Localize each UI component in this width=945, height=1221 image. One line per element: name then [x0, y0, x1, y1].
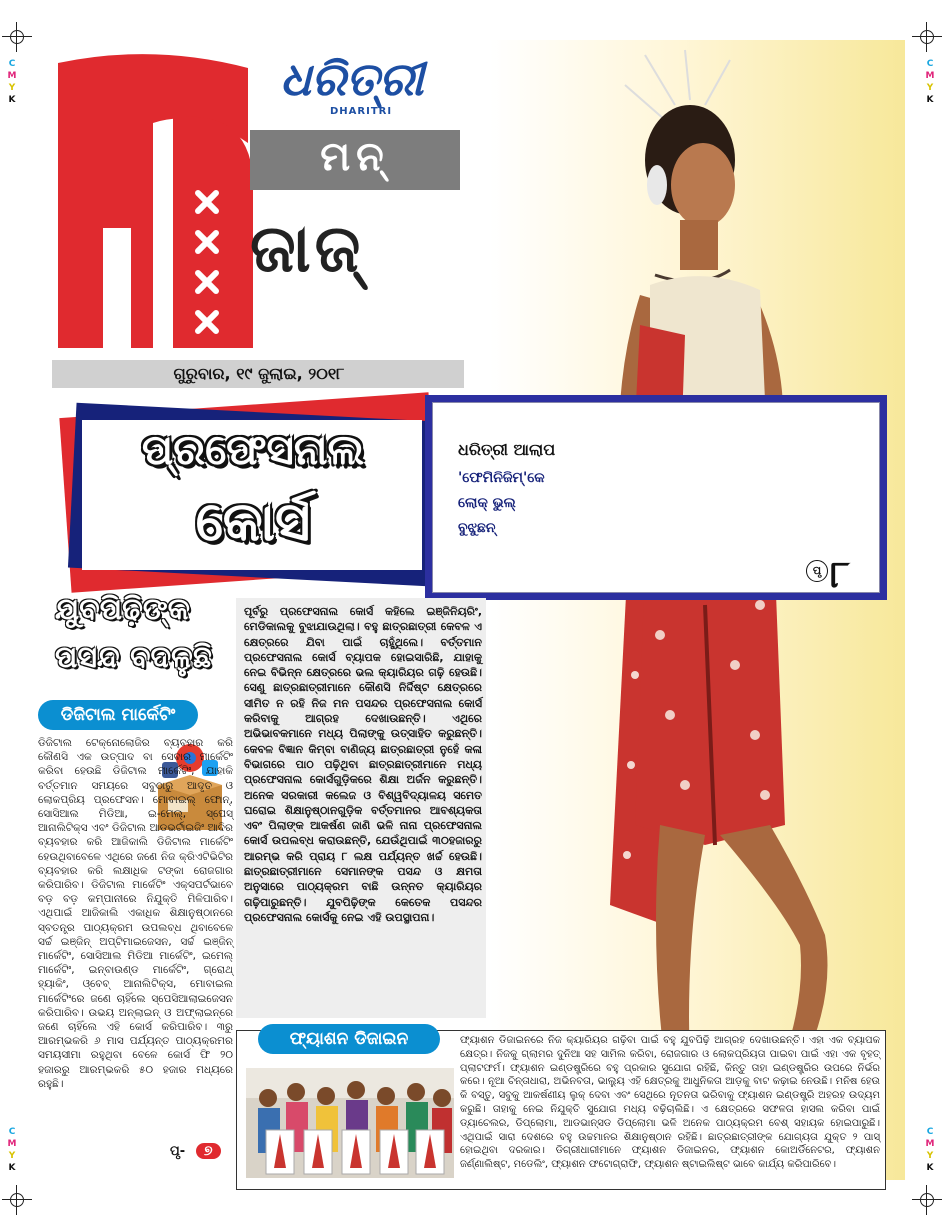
cmyk-mark-top-right: C M Y K	[925, 59, 935, 105]
fashion-design-pill-wrap	[258, 1024, 440, 1054]
interview-box-line-3: ବୁଝୁଛନ୍	[458, 520, 496, 536]
cmyk-mark-top-left: C M Y K	[7, 59, 17, 105]
dharitri-logo: ଧରିତ୍ରୀ	[280, 52, 424, 106]
interview-page-ref-prefix: ପୃ	[806, 560, 828, 582]
digital-marketing-body: ଡିଜିଟାଲ ଟେକ୍ନୋଲୋଜିର ବ୍ୟବହାର କରି କୌଣସି ଏକ ଉତ୍ପାଦ ବା ସେବାର ମାର୍କେଟିଂ କରିବା ହେଉଛି ଡିଜିଟାଲ ମାର୍କେଟିଂ, ଯାହାକି ବର୍ତ୍ତମାନ ସମୟରେ ସବୁଠାରୁ ଆଦୃତ ଓ ଲୋକପ୍ରିୟ ପ୍ରଫେସନ। ମୋବାଇଲ୍ ଫୋନ୍, ସୋସିଆଲ ମିଡିଆ, ଇ-ମେଲ୍, ସ୍ପେସ୍ ଆନାଲିଟିକ୍ସ ଏବଂ ଡିଜିଟାଲ ଆଡଭର୍ଟାଇଜିଂ ଆଦିର ବ୍ୟବହାର କରି ଆଜିକାଲି ଡିଜିଟାଲ ମାର୍କେଟିଂ ହେଉଥିବାବେଳେ ଏଥିରେ ଜଣେ ନିଜ କ୍ରିଏଟିଭିଟିର ବ୍ୟବହାର କରି ଲକ୍ଷାଧିକ ଟଙ୍କା ରୋଜଗାର କରିପାରିବ। ଡିଜିଟାଲ ମାର୍କେଟିଂ ଏକ୍ସପର୍ଟଭାବେ ବଡ଼ ବଡ଼ କମ୍ପାନୀରେ ନିଯୁକ୍ତି ମିଳିପାରିବ। ଏଥିପାଇଁ ଆଜିକାଲି ଏକାଧିକ ଶିକ୍ଷାନୁଷ୍ଠାନରେ ସ୍ବତନ୍ତ୍ର ପାଠ୍ୟକ୍ରମ ଉପଲବ୍ଧ ଥିବାବେଳେ ସର୍ଚ୍ଚ ଇଞ୍ଜିନ୍ ଅପ୍ଟିମାଇଜେସନ, ସର୍ଚ୍ଚ ଇଞ୍ଜିନ୍ ମାର୍କେଟିଂ, ସୋସିଆଲ ମିଡିଆ ମାର୍କେଟିଂ, ଇମେଲ୍ ମାର୍କେଟିଂ, ଇନ୍‌ବାଉଣ୍ଡ ମାର୍କେଟିଂ, ଗ୍ରୋଥ୍ ହ୍ୟାକିଂ, ଓ୍ବେବ୍ ଆନାଲିଟିକ୍ସ, ମୋବାଇଲ ମାର୍କେଟିଂରେ ଜଣେ ଚାହିଁଲେ ସ୍ପେସିଆଲାଇଜେସନ କରିପାରିବ। ଉଭୟ ଅନ୍‌ଲାଇନ୍ ଓ ଅଫ୍‌ଲାଇନ୍‌ରେ ଜଣେ ଚାହିଁଲେ ଏହି କୋର୍ସ କରିପାରିବ। ୩ରୁ ଆରମ୍ଭକରି ୬ ମାସ ପର୍ଯ୍ୟନ୍ତ ପାଠ୍ୟକ୍ରମର ସମୟସୀମା ରହୁଥିବା ବେଳେ କୋର୍ସ ଫି ୨୦ ହଜାରରୁ ଆରମ୍ଭକରି ୫୦ ହଜାର ମଧ୍ୟରେ ରହୁଛି।	[38, 737, 233, 1090]
subhead-line-2: ପସନ୍ଦ ବଦଳୁଛି	[55, 640, 212, 675]
fashion-design-label: ଫ୍ୟାଶନ ଡିଜାଇନ	[258, 1024, 440, 1054]
interview-page-ref-number: ୮	[830, 552, 850, 596]
main-story-body: ପୂର୍ବରୁ ପ୍ରଫେସନାଲ କୋର୍ସ କହିଲେ ଇଞ୍ଜିନିୟରିଂ, ମେଡିକାଲକୁ ବୁଝାଯାଉଥିଲା। ବହୁ ଛାତ୍ରଛାତ୍ରୀ କେବଳ ଏ କ୍ଷେତ୍ରରେ ଯିବା ପାଇଁ ଚାହୁଁଥିଲେ। ବର୍ତ୍ତମାନ ପ୍ରଫେସନାଲ କୋର୍ସ ବ୍ୟାପକ ହୋଇସାରିଛି, ଯାହାକୁ ନେଇ ବିଭିନ୍ନ କ୍ଷେତ୍ରରେ ଭଲ କ୍ୟାରିୟର ଗଢ଼ି ହେଉଛି। ସେଣୁ ଛାତ୍ରଛାତ୍ରୀମାନେ କୌଣସି ନିର୍ଦ୍ଦିଷ୍ଟ କ୍ଷେତ୍ରରେ ସୀମିତ ନ ରହି ନିଜ ମନ ପସନ୍ଦର ପ୍ରଫେସନାଲ କୋର୍ସ କରିବାକୁ ଆଗ୍ରହ ଦେଖାଉଛନ୍ତି। ଏଥିରେ ଅଭିଭାବକମାନେ ମଧ୍ୟ ପିଲାଙ୍କୁ ଉତ୍ସାହିତ କରୁଛନ୍ତି। କେବଳ ବିଜ୍ଞାନ କିମ୍ବା ବାଣିଜ୍ୟ ଛାତ୍ରଛାତ୍ରୀ ନୁହେଁ କଳା ବିଭାଗରେ ପାଠ ପଢ଼ିଥିବା ଛାତ୍ରଛାତ୍ରୀମାନେ ମଧ୍ୟ ପ୍ରଫେସନାଲ କୋର୍ସଗୁଡ଼ିକରେ ଶିକ୍ଷା ଅର୍ଜନ କରୁଛନ୍ତି। ଅନେକ ସରକାରୀ କଲେଜ ଓ ବିଶ୍ୱବିଦ୍ୟାଳୟ ସମେତ ଘରୋଇ ଶିକ୍ଷାନୁଷ୍ଠାନଗୁଡ଼ିକ ବର୍ତ୍ତମାନର ଆବଶ୍ୟକତା ଏବଂ ପିଲାଙ୍କ ଆକର୍ଷଣ ଜାଣି ଭଳି ନାନା ପ୍ରଫେସନାଲ କୋର୍ସ ଉପଲବ୍ଧ କରାଉଛନ୍ତି, ଯେଉଁଥିପାଇଁ ୩୦ହଜାରରୁ ଆରମ୍ଭ କରି ପ୍ରାୟ ୮ ଲକ୍ଷ ପର୍ଯ୍ୟନ୍ତ ଖର୍ଚ୍ଚ ହେଉଛି। ଛାତ୍ରଛାତ୍ରୀମାନେ ସେମାନଙ୍କ ପସନ୍ଦ ଓ କ୍ଷମତା ଅନୁସାରେ ପାଠ୍ୟକ୍ରମ ବାଛି ଉନ୍ନତ କ୍ୟାରିୟର ଗଢ଼ିପାରୁଛନ୍ତି। ଯୁବପିଢ଼ିଙ୍କ କେତେକ ପସନ୍ଦର ପ୍ରଫେସନାଲ କୋର୍ସକୁ ନେଇ ଏହି ଉପସ୍ଥାପନା।	[244, 605, 482, 924]
masthead-word-bottom: ଜାଜ୍	[250, 210, 365, 287]
fashion-students-photo	[246, 1068, 454, 1178]
interview-box-line-1: 'ଫେମିନିଜିମ୍'କେ	[458, 470, 545, 486]
registration-mark-bottom-left	[2, 1185, 32, 1215]
issue-date: ଗୁରୁବାର, ୧୯ ଜୁଲାଇ, ୨୦୧୮	[173, 364, 345, 383]
digital-marketing-label: ଡିଜିଟାଲ ମାର୍କେଟିଂ	[38, 700, 198, 730]
subhead-line-1: ଯୁବପିଢ଼ିଙ୍କ	[55, 592, 190, 627]
registration-mark-top-left	[2, 22, 32, 52]
registration-mark-bottom-right	[912, 1185, 942, 1215]
interview-box-line-2: ଲୋକ୍ ଭୁଲ୍	[458, 495, 516, 511]
dharitri-logo-subtitle: DHARITRI	[330, 106, 393, 117]
cmyk-mark-bottom-left: C M Y K	[7, 1127, 17, 1173]
fashion-design-body: ଫ୍ୟାଶନ ଡିଜାଇନରେ ନିଜ କ୍ୟାରିୟର ଗଢ଼ିବା ପାଇଁ ବହୁ ଯୁବପିଢ଼ି ଆଗ୍ରହ ଦେଖାଉଛନ୍ତି। ଏହା ଏକ ବ୍ୟାପକ କ୍ଷେତ୍ର। ନିଜକୁ ଗ୍ଲାମର ଦୁନିଆ ସହ ସାମିଲ କରିବା, ରୋଜଗାର ଓ ଲୋକପ୍ରିୟତା ପାଇବା ପାଇଁ ଏହା ଏକ ବୃହତ୍ ପ୍ଲାଟଫର୍ମ। ଫ୍ୟାଶନ ଇଣ୍ଡଷ୍ଟ୍ରିରେ ବହୁ ପ୍ରକାର ସୁଯୋଗ ରହିଛି, କିନ୍ତୁ ତାହା ଇଣ୍ଡଷ୍ଟ୍ରିର ଉପରେ ନିର୍ଭର କରେ। ନୂଆ ଚିନ୍ତାଧାରା, ଅଭିନବତା, ଭାଲ୍ୟୁ ଏହି କ୍ଷେତ୍ରକୁ ଆଧୁନିକତା ଆଡ଼କୁ ବାଟ କଢ଼ାଇ ନେଉଛି। ମନିଷ ହେଉ କି ବସ୍ତୁ, ସବୁକୁ ଆକର୍ଷଣୀୟ ଲୁକ୍ ଦେବା ଏବଂ ସେଥିରେ ନୂତନତା ଭରିବାକୁ ଫ୍ୟାଶନ ଇଣ୍ଡଷ୍ଟ୍ରି ଅହରହ ଉଦ୍ୟମ କରୁଛି। ତାହାକୁ ନେଇ ନିଯୁକ୍ତି ସୁଯୋଗ ମଧ୍ୟ ବଢ଼ିଚାଲିଛି। ଏ କ୍ଷେତ୍ରରେ ସଫଳତା ହାସଲ କରିବା ପାଇଁ ଡ୍ୟାଚେଲର, ଡିପ୍ଲୋମା, ଆଡଭାନ୍ସଡ ଡିପ୍ଲୋମା ଭଳି ଅନେକ ପାଠ୍ୟକ୍ରମ ବେଶ୍ ସହାୟକ ହୋଇପାରୁଛି। ଏଥିପାଇଁ ସାରା ଦେଶରେ ବହୁ ଉଚ୍ଚମାନର ଶିକ୍ଷାନୁଷ୍ଠାନ ରହିଛି। ଛାତ୍ରଛାତ୍ରୀଙ୍କ ଯୋଗ୍ୟତା ଯୁକ୍ତ ୨ ପାସ୍ ହୋଇଥିବା ଦରକାର। ଡିଗ୍ରୀଧାରୀମାନେ ଫ୍ୟାଶନ ଡିଜାଇନର, ଫ୍ୟାଶନ କୋଅର୍ଡିନେଟର, ଫ୍ୟାଶନ ଜର୍ଣ୍ଣାଲିଷ୍ଟ, ମଡେଲିଂ, ଫ୍ୟାଶନ ଫଟୋଗ୍ରାଫି, ଫ୍ୟାଶନ ଷ୍ଟାଇଲିଷ୍ଟ ଭାବେ କାର୍ଯ୍ୟ କରିପାରିବେ।	[460, 1035, 880, 1171]
masthead-word-top: ମନ୍	[320, 134, 390, 180]
interview-box-title: ଧରିତ୍ରୀ ଆଲାପ	[458, 440, 556, 459]
masthead-big-letter	[48, 48, 258, 348]
digital-page-ref-prefix: ପୃ-	[170, 1144, 186, 1159]
registration-mark-top-right	[912, 22, 942, 52]
headline-line-2: କୋର୍ସ	[195, 490, 311, 553]
digital-page-ref-number: ୭	[196, 1143, 221, 1159]
headline-line-1: ପ୍ରଫେସନାଲ	[141, 425, 365, 474]
cmyk-mark-bottom-right: C M Y K	[925, 1127, 935, 1173]
fashion-model-photo	[555, 45, 885, 1165]
